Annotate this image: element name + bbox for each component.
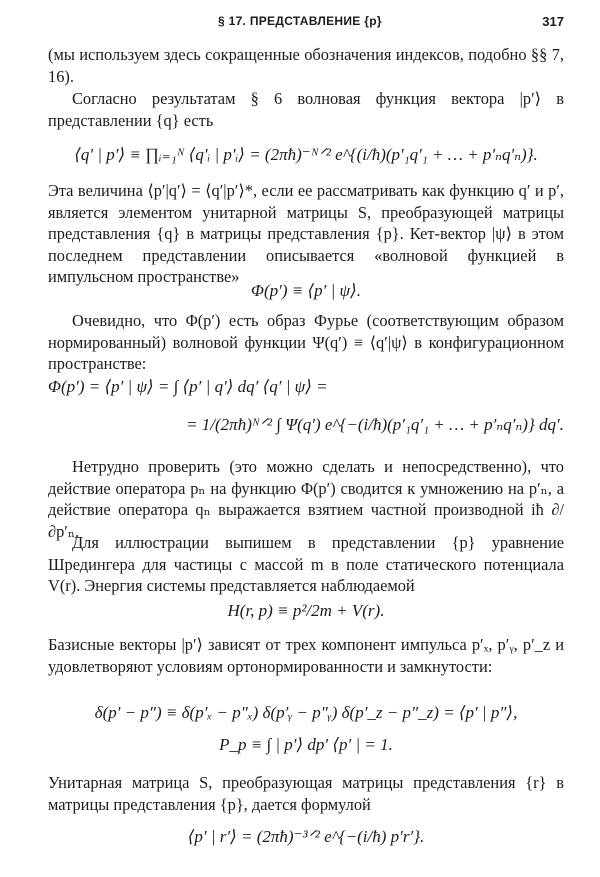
running-title: § 17. ПРЕДСТАВЛЕНИЕ {p} [218,14,382,28]
paragraph-6: Для иллюстрации выпишем в представлении {p} уравнение Шредингера для частицы с массой m в поле статического потенциала V(r). Энергия системы представляется наблюдаемой [48,533,564,595]
paragraph-1: (мы используем здесь сокращенные обозначения индексов, подобно §§ 7, 16). [48,45,564,86]
paragraph-7: Базисные векторы |p′⟩ зависят от трех компонент импульса p′ₓ, p′ᵧ, p′_z и удовлетворяют условиям ортонормированности и замкнутости: [48,635,564,676]
formula-transformation-matrix: ⟨p′ | r′⟩ = (2πħ)⁻³ᐟ² e^{−(i/ħ) p′r′}. [187,827,425,846]
paragraph-3: Эта величина ⟨p′|q′⟩ = ⟨q′|p′⟩*, если ее рассматривать как функцию q′ и p′, является элементом унитарной матрицы S, преобразующей матрицы представления {q} в матрицы представления {p}. Кет-вектор |ψ⟩ в этом последнем представлении описывается «волновой функцией в импульсном пространстве» [48,181,564,286]
paragraph-2: Согласно результатам § 6 волновая функция вектора |p′⟩ в представлении {q} есть [48,89,564,130]
page-number: 317 [542,14,564,29]
paragraph-5: Нетрудно проверить (это можно сделать и непосредственно), что действие оператора pₙ на функцию Φ(p′) сводится к умножению на p′ₙ, а действие оператора qₙ выражается взятием частной производной iħ ∂/∂p′ₙ. [48,457,564,541]
paragraph-4: Очевидно, что Φ(p′) есть образ Фурье (соответствующим образом нормированный) волновой функции Ψ(q′) ≡ ⟨q′|ψ⟩ в конфигурационном пространстве: [48,311,564,373]
formula-hamiltonian: H(r, p) ≡ p²/2m + V(r). [227,601,385,620]
formula-fourier-line1: Φ(p′) = ⟨p′ | ψ⟩ = ∫ ⟨p′ | q′⟩ dq′ ⟨q′ | ψ⟩ = [48,377,328,396]
formula-orthonormality: δ(p′ − p″) ≡ δ(p′ₓ − p″ₓ) δ(p′ᵧ − p″ᵧ) δ(p′_z − p″_z) = ⟨p′ | p″⟩, [94,703,518,722]
paragraph-8: Унитарная матрица S, преобразующая матрицы представления {r} в матрицы представления {p}, дается формулой [48,773,564,814]
formula-closure: P_p ≡ ∫ | p′⟩ dp′ ⟨p′ | = 1. [219,735,393,754]
formula-wavefunction-q: ⟨q′ | p′⟩ ≡ ∏ᵢ₌₁ᴺ ⟨q′ᵢ | p′ᵢ⟩ = (2πħ)⁻ᴺᐟ² e^{(i/ħ)(p′₁q′₁ + … + p′ₙq′ₙ)}. [74,145,538,164]
page-header [48,14,568,34]
formula-fourier-line2: = 1/(2πħ)ᴺᐟ² ∫ Ψ(q′) e^{−(i/ħ)(p′₁q′₁ + … + p′ₙq′ₙ)} dq′. [186,415,564,434]
formula-momentum-wavefunction: Φ(p′) ≡ ⟨p′ | ψ⟩. [251,281,361,300]
